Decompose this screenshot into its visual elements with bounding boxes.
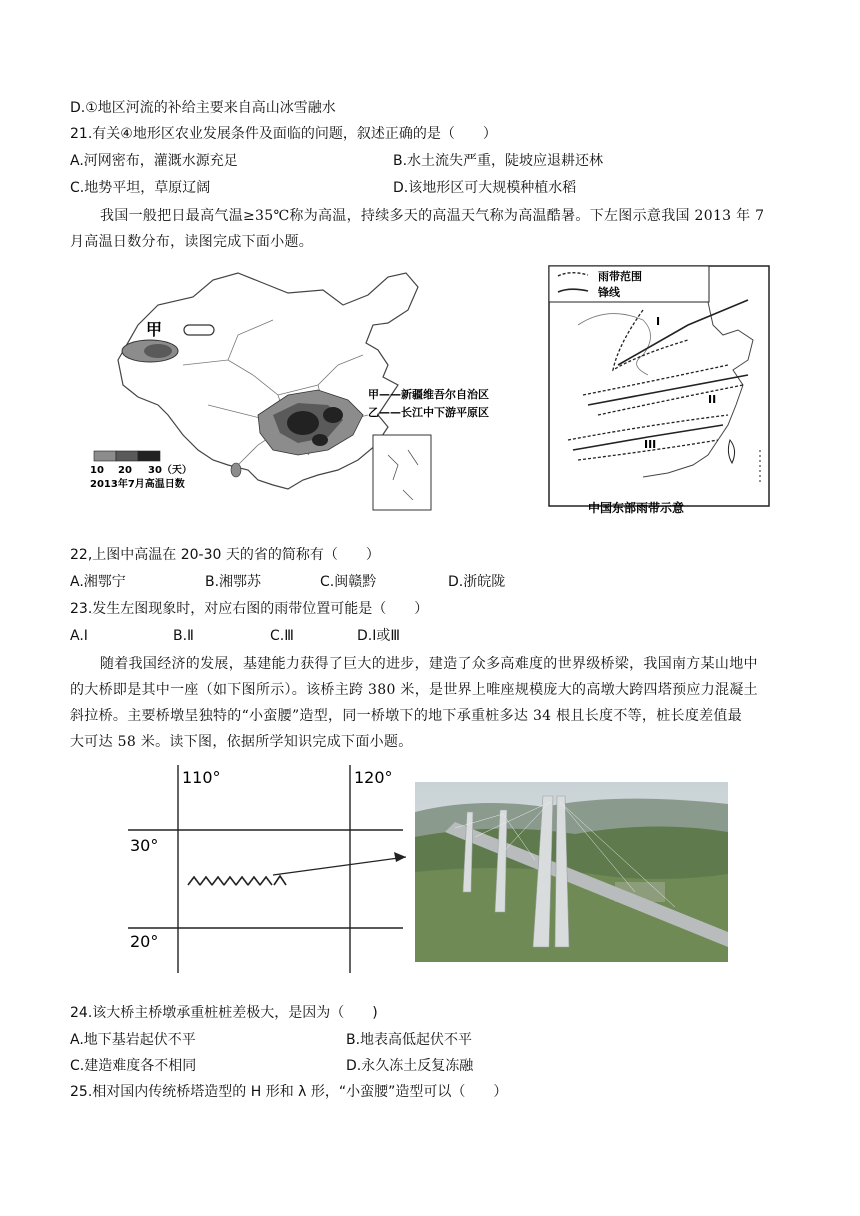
q22-option-b: B.湘鄂苏 <box>205 574 262 590</box>
mountain-symbols <box>188 876 286 885</box>
intro2-line3: 斜拉桥。主要桥墩呈独特的“小蛮腰”造型，同一桥墩下的地下承重桩多达 34 根且长度不等，桩长度差值最 <box>70 708 743 724</box>
lon-label-120: 120° <box>354 768 393 787</box>
q23-option-a: A.Ⅰ <box>70 628 88 644</box>
q23-option-c: C.Ⅲ <box>270 628 294 644</box>
intro-paragraph-bridge <box>70 651 792 755</box>
intro-paragraph-heat <box>70 203 792 255</box>
lat-label-30: 30° <box>130 836 159 855</box>
intro1-line1: 我国一般把日最高气温≥35℃称为高温，持续多天的高温天气称为高温酷暑。下左图示意我国 2013 年 7 <box>100 208 765 224</box>
yangtze-shade-dark-2 <box>323 407 343 423</box>
legend-rain-range: 雨带范围 <box>598 270 642 283</box>
location-arrow-head <box>394 852 406 862</box>
xinjiang-shade-mid <box>144 344 172 358</box>
zone-label-ii: II <box>708 393 717 406</box>
location-arrow-line <box>273 857 406 875</box>
scale-tick-10: 10 <box>90 465 104 476</box>
intro2-line4: 大可达 58 米。读下图，依据所学知识完成下面小题。 <box>70 734 413 750</box>
intro2-line2: 的大桥即是其中一座（如下图所示）。该桥主跨 380 米，是世界上唯座规模庞大的高墩大跨四塔预应力混凝土 <box>70 682 758 698</box>
yangtze-shade-dark-1 <box>287 411 319 435</box>
q23-stem: 23.发生左图现象时，对应右图的雨带位置可能是（ ） <box>70 601 429 617</box>
q22-stem: 22,上图中高温在 20-30 天的省的简称有（ ） <box>70 547 380 563</box>
zone-label-iii: III <box>644 438 657 451</box>
heat-days-map <box>88 265 530 515</box>
zone-label-i: I <box>656 315 661 328</box>
q21-option-b: B.水土流失严重，陡坡应退耕还林 <box>393 153 604 169</box>
q21-option-a: A.河网密布，灌溉水源充足 <box>70 153 238 169</box>
bridge-photo <box>415 782 728 962</box>
q20-option-d: D.①地区河流的补给主要来自高山冰雪融水 <box>70 100 336 116</box>
lon-label-110: 110° <box>182 768 221 787</box>
q24-stem: 24.该大桥主桥墩承重桩桩差极大，是因为（ ) <box>70 1005 378 1021</box>
rain-map-caption: 中国东部雨带示意 <box>588 501 685 515</box>
q24-option-b: B.地表高低起伏不平 <box>346 1032 473 1048</box>
map-caption-heat: 2013年7月高温日数 <box>90 479 185 490</box>
yangtze-shade-dark-3 <box>312 434 328 446</box>
q23-option-b: B.Ⅱ <box>173 628 194 644</box>
q22-option-c: C.闽赣黔 <box>320 574 377 590</box>
q21-option-c: C.地势平坦，草原辽阔 <box>70 180 211 196</box>
q25-stem: 25.相对国内传统桥塔造型的 H 形和 λ 形，“小蛮腰”造型可以（ ） <box>70 1084 508 1100</box>
xinjiang-outline-small <box>184 325 214 335</box>
q23-option-d: D.Ⅰ或Ⅲ <box>357 628 401 644</box>
legend-front: 锋线 <box>598 286 620 299</box>
legend-jia: 甲——新疆维吾尔自治区 <box>368 388 489 401</box>
label-jia: 甲 <box>146 320 163 339</box>
q21-option-d: D.该地形区可大规模种植水稻 <box>393 180 577 196</box>
south-sea-inset <box>373 435 431 510</box>
q24-option-a: A.地下基岩起伏不平 <box>70 1032 196 1048</box>
intro2-line1: 随着我国经济的发展，基建能力获得了巨大的进步，建造了众多高难度的世界级桥梁，我国南方某山地中 <box>100 656 758 672</box>
small-shade-south <box>231 463 241 477</box>
q22-option-a: A.湘鄂宁 <box>70 574 126 590</box>
q24-option-c: C.建造难度各不相同 <box>70 1058 197 1074</box>
legend-yi: 乙——长江中下游平原区 <box>368 406 489 419</box>
intro1-line2: 月高温日数分布，读图完成下面小题。 <box>70 234 314 250</box>
lat-lon-grid-map <box>128 765 413 975</box>
rain-belt-map <box>548 265 770 515</box>
lat-label-20: 20° <box>130 932 159 951</box>
scale-bar-dark <box>138 451 160 461</box>
q24-option-d: D.永久冻土反复冻融 <box>346 1058 474 1074</box>
scale-bar-mid <box>116 451 138 461</box>
q21-stem: 21.有关④地形区农业发展条件及面临的问题，叙述正确的是（ ） <box>70 126 497 142</box>
scale-tick-30: 30（天） <box>148 465 192 476</box>
scale-bar-light <box>94 451 116 461</box>
scale-tick-20: 20 <box>118 465 132 476</box>
q22-option-d: D.浙皖陇 <box>448 574 506 590</box>
